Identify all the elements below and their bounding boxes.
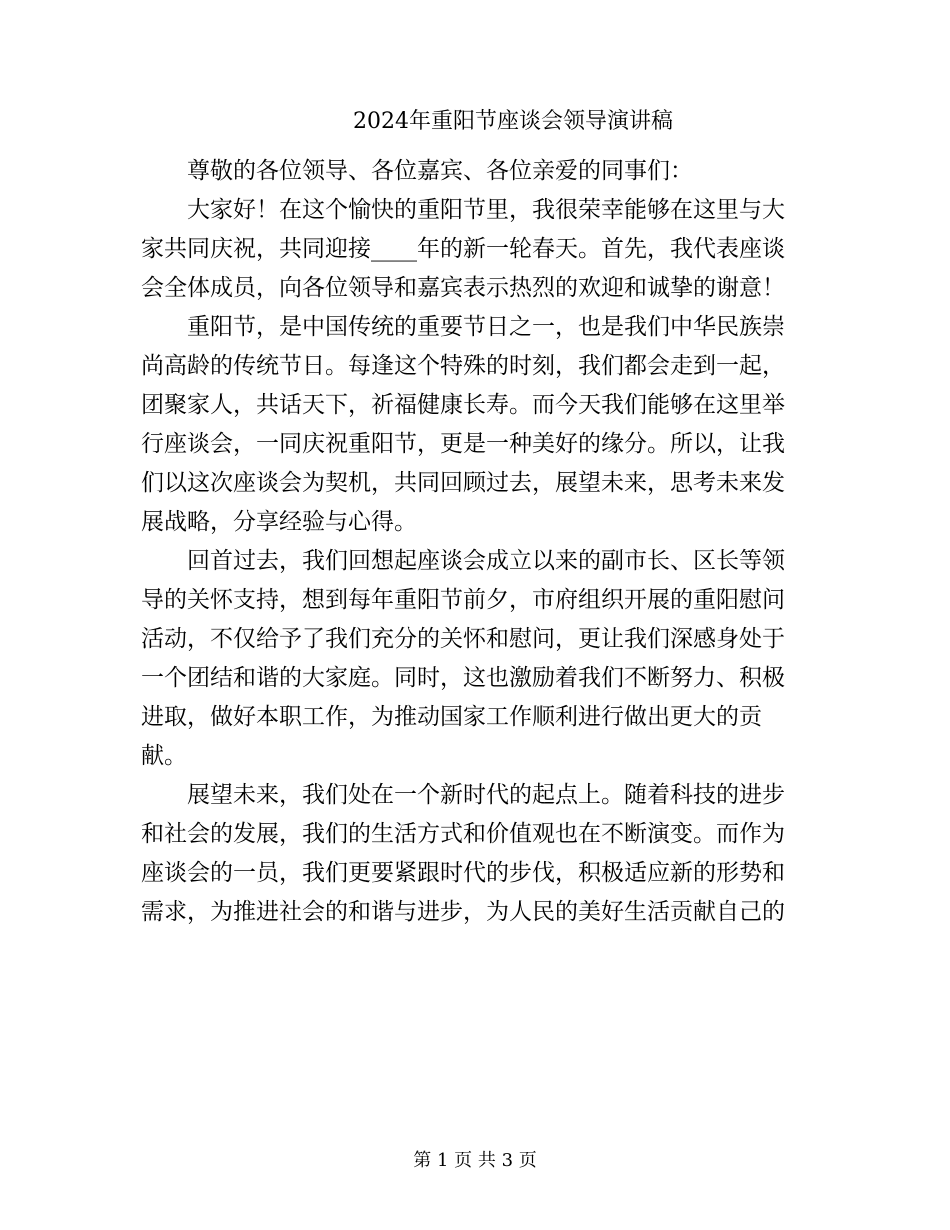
paragraph-line: 活动，不仅给予了我们充分的关怀和慰问，更让我们深感身处于	[141, 626, 785, 652]
festival-paragraph	[141, 308, 801, 542]
paragraph-line: 座谈会的一员，我们更要紧跟时代的步伐，积极适应新的形势和	[141, 860, 785, 886]
paragraph-line: 行座谈会，一同庆祝重阳节，更是一种美好的缘分。所以，让我	[141, 431, 785, 457]
greeting-paragraph	[141, 152, 801, 191]
paragraph-line: 导的关怀支持，想到每年重阳节前夕，市府组织开展的重阳慰问	[141, 587, 785, 613]
paragraph-line: 大家好！在这个愉快的重阳节里，我很荣幸能够在这里与大	[187, 197, 785, 223]
paragraph-line: 展战略，分享经验与心得。	[141, 509, 417, 535]
paragraph-line: 回首过去，我们回想起座谈会成立以来的副市长、区长等领	[187, 548, 785, 574]
paragraph-line: 展望未来，我们处在一个新时代的起点上。随着科技的进步	[187, 782, 785, 808]
paragraph-line: 一个团结和谐的大家庭。同时，这也激励着我们不断努力、积极	[141, 665, 785, 691]
page-number: 第 1 页 共 3 页	[413, 1150, 537, 1171]
paragraph-line: 家共同庆祝，共同迎接____年的新一轮春天。首先，我代表座谈	[141, 236, 785, 262]
paragraph-line: 们以这次座谈会为契机，共同回顾过去，展望未来，思考未来发	[141, 470, 785, 496]
document-body	[141, 152, 801, 932]
opening-paragraph	[141, 191, 801, 308]
paragraph-line: 献。	[141, 743, 187, 769]
paragraph-line: 尚高龄的传统节日。每逢这个特殊的时刻，我们都会走到一起，	[141, 353, 785, 379]
paragraph-line: 重阳节，是中国传统的重要节日之一，也是我们中华民族崇	[187, 314, 785, 340]
paragraph-line: 和社会的发展，我们的生活方式和价值观也在不断演变。而作为	[141, 821, 785, 847]
paragraph-line: 尊敬的各位领导、各位嘉宾、各位亲爱的同事们：	[187, 158, 693, 184]
outlook-paragraph	[141, 776, 801, 932]
paragraph-line: 团聚家人，共话天下，祈福健康长寿。而今天我们能够在这里举	[141, 392, 785, 418]
paragraph-line: 会全体成员，向各位领导和嘉宾表示热烈的欢迎和诚挚的谢意！	[141, 275, 785, 301]
paragraph-line: 进取，做好本职工作，为推动国家工作顺利进行做出更大的贡	[141, 704, 762, 730]
retrospect-paragraph	[141, 542, 801, 776]
document-title: 2024年重阳节座谈会领导演讲稿	[353, 109, 673, 134]
paragraph-line: 需求，为推进社会的和谐与进步，为人民的美好生活贡献自己的	[141, 899, 785, 925]
